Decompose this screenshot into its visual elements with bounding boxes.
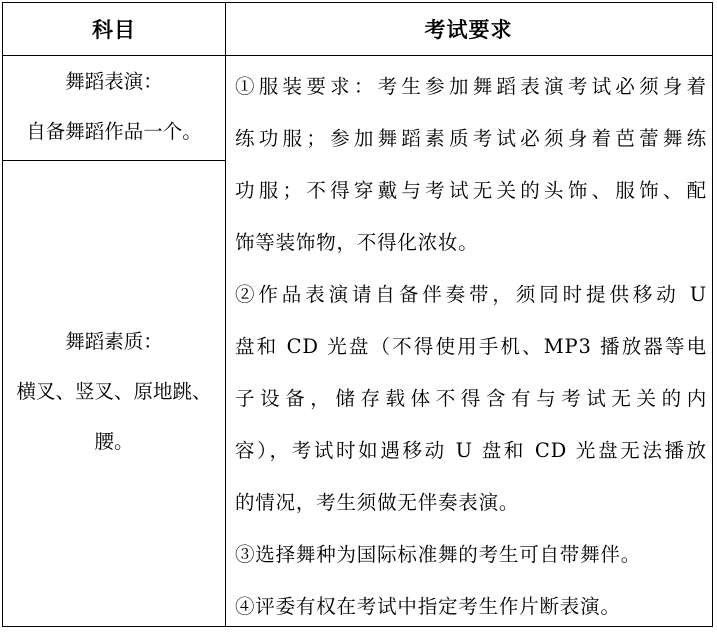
subject-row-divider xyxy=(3,160,225,161)
requirement-line: 的情况，考生须做无伴奏表演。 xyxy=(235,491,520,514)
subject-line: 腰。 xyxy=(94,430,134,453)
requirement-line: ③选择舞种为国际标准舞的考生可自带舞伴。 xyxy=(235,543,642,566)
requirement-line: 饰等装饰物，不得化浓妆。 xyxy=(235,231,479,254)
requirement-line: 练功服；参加舞蹈素质考试必须身着芭蕾舞练 xyxy=(235,127,707,150)
requirement-line: ④评委有权在考试中指定考生作片断表演。 xyxy=(235,595,621,618)
header-divider xyxy=(3,55,712,56)
subject-line: 舞蹈素质： xyxy=(65,330,163,353)
requirement-line: 容），考试时如遇移动 U 盘和 CD 光盘无法播放 xyxy=(235,439,707,462)
header-requirements: 考试要求 xyxy=(424,18,513,42)
requirement-line: 功服；不得穿戴与考试无关的头饰、服饰、配 xyxy=(235,179,707,202)
requirement-line: 子设备，储存载体不得含有与考试无关的内 xyxy=(235,387,707,410)
exam-requirements-table xyxy=(2,2,713,627)
header-subject: 科目 xyxy=(92,18,136,42)
requirement-line: 盘和 CD 光盘（不得使用手机、MP3 播放器等电 xyxy=(235,335,707,358)
requirement-line: ①服装要求：考生参加舞蹈表演考试必须身着 xyxy=(235,75,707,98)
requirement-line: ②作品表演请自备伴奏带，须同时提供移动 U xyxy=(235,283,707,306)
requirements-cell xyxy=(235,61,707,633)
subject-line: 舞蹈表演： xyxy=(65,70,163,93)
column-divider xyxy=(225,3,226,626)
subject-line: 自备舞蹈作品一个。 xyxy=(26,120,202,143)
subject-line: 横叉、竖叉、原地跳、 xyxy=(16,380,212,403)
